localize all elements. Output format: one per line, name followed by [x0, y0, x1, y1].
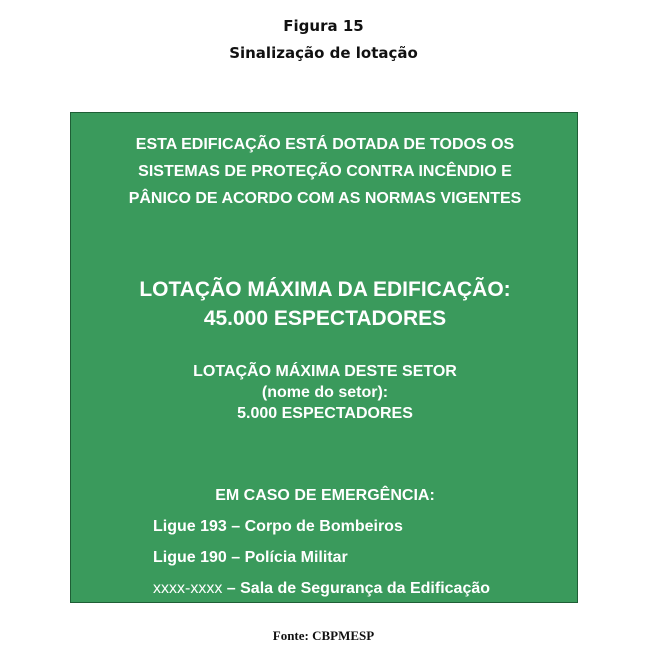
notice-line-1: ESTA EDIFICAÇÃO ESTÁ DOTADA DE TODOS OS — [135, 136, 515, 153]
emergency-contact-police — [153, 549, 348, 567]
sector-capacity-label: LOTAÇÃO MÁXIMA DESTE SETOR — [193, 363, 457, 380]
figure-source: Fonte: CBPMESP — [272, 628, 375, 643]
contact-dash: – — [222, 580, 241, 597]
contact-description: Corpo de Bombeiros — [244, 518, 403, 535]
building-capacity-value: 45.000 ESPECTADORES — [203, 307, 447, 330]
contact-description: Sala de Segurança da Edificação — [240, 580, 491, 597]
sector-capacity-value: 5.000 ESPECTADORES — [237, 405, 413, 422]
occupancy-sign — [70, 112, 578, 603]
contact-dash: – — [226, 518, 245, 535]
figure-number: Figura 15 — [283, 17, 364, 35]
emergency-contact-fire — [153, 518, 403, 536]
notice-line-3: PÂNICO DE ACORDO COM AS NORMAS VIGENTES — [128, 190, 522, 207]
sector-name: (nome do setor): — [261, 384, 389, 401]
notice-line-2: SISTEMAS DE PROTEÇÃO CONTRA INCÊNDIO E — [138, 163, 512, 180]
contact-dash: – — [226, 549, 245, 566]
contact-number: xxxx-xxxx — [153, 580, 223, 597]
emergency-contact-security-room — [153, 580, 490, 598]
contact-number: Ligue 193 — [153, 518, 227, 535]
building-capacity-label: LOTAÇÃO MÁXIMA DA EDIFICAÇÃO: — [139, 278, 511, 301]
contact-number: Ligue 190 — [153, 549, 227, 566]
contact-description: Polícia Militar — [244, 549, 348, 566]
emergency-heading: EM CASO DE EMERGÊNCIA: — [215, 487, 435, 504]
figure-caption: Sinalização de lotação — [229, 44, 418, 62]
